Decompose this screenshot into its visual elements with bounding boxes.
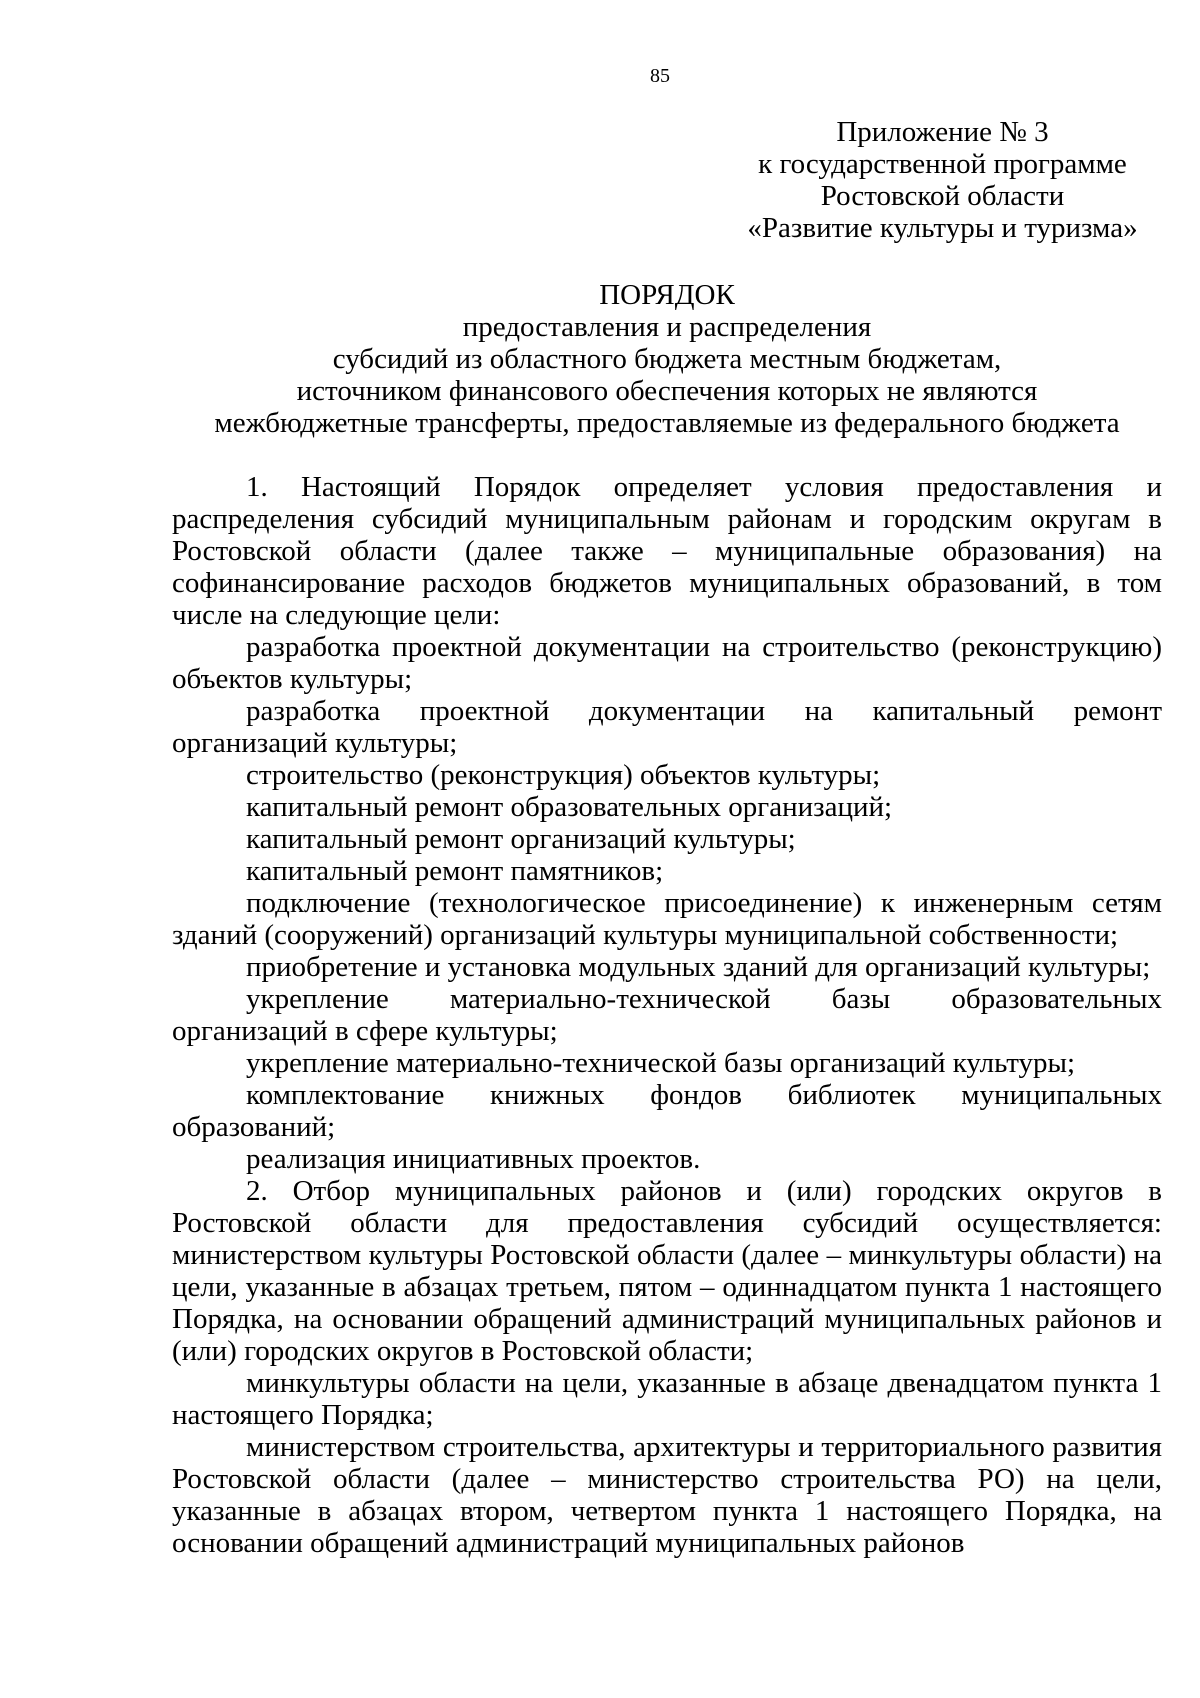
body-paragraph: капитальный ремонт памятников;: [246, 855, 664, 887]
body-paragraph: разработка проектной документации на строительство (реконструкцию) объектов культуры;: [172, 631, 1162, 695]
body-paragraph: 1. Настоящий Порядок определяет условия предоставления и распределения субсидий муниципальным районам и городским округам в Ростовской области (далее также – муниципальные образования) на софинансирование расходов бюджетов муниципальных образований, в том числе на следующие цели:: [172, 471, 1162, 631]
appendix-line: к государственной программе: [758, 148, 1127, 180]
appendix-block: [690, 116, 1195, 244]
body-paragraph: подключение (технологическое присоединение) к инженерным сетям зданий (сооружений) организаций культуры муниципальной собственности;: [172, 887, 1162, 951]
title-line: источником финансового обеспечения которых не являются: [296, 375, 1038, 407]
document-body: [172, 471, 1162, 1559]
body-paragraph: строительство (реконструкция) объектов культуры;: [246, 759, 881, 791]
title-line: субсидий из областного бюджета местным бюджетам,: [332, 343, 1002, 375]
title-heading: ПОРЯДОК: [599, 279, 735, 311]
body-paragraph: министерством строительства, архитектуры и территориального развития Ростовской области (далее – министерство строительства РО) на цели, указанные в абзацах втором, четвертом пункта 1 настоящего Порядка, на основании обращений администраций муниципальных районов: [172, 1431, 1162, 1559]
page-number: 85: [650, 65, 670, 87]
appendix-line: Приложение № 3: [836, 116, 1049, 148]
body-paragraph: укрепление материально-технической базы образовательных организаций в сфере культуры;: [172, 983, 1162, 1047]
body-paragraph: укрепление материально-технической базы организаций культуры;: [246, 1047, 1076, 1079]
appendix-line: «Развитие культуры и туризма»: [747, 212, 1138, 244]
body-paragraph: капитальный ремонт организаций культуры;: [246, 823, 796, 855]
title-line: межбюджетные трансферты, предоставляемые из федерального бюджета: [214, 407, 1120, 439]
body-paragraph: 2. Отбор муниципальных районов и (или) городских округов в Ростовской области для предоставления субсидий осуществляется: министерством культуры Ростовской области (далее – минкультуры области) на цели, указанные в абзацах третьем, пятом – одиннадцатом пункта 1 настоящего Порядка, на основании обращений администраций муниципальных районов и (или) городских округов в Ростовской области;: [172, 1175, 1162, 1367]
title-line: предоставления и распределения: [462, 311, 872, 343]
appendix-line: Ростовской области: [820, 180, 1065, 212]
body-paragraph: капитальный ремонт образовательных организаций;: [246, 791, 893, 823]
body-paragraph: минкультуры области на цели, указанные в абзаце двенадцатом пункта 1 настоящего Порядка;: [172, 1367, 1162, 1431]
body-paragraph: реализация инициативных проектов.: [246, 1143, 701, 1175]
document-title: [170, 279, 1164, 439]
body-paragraph: приобретение и установка модульных зданий для организаций культуры;: [246, 951, 1151, 983]
body-paragraph: комплектование книжных фондов библиотек муниципальных образований;: [172, 1079, 1162, 1143]
body-paragraph: разработка проектной документации на капитальный ремонт организаций культуры;: [172, 695, 1162, 759]
